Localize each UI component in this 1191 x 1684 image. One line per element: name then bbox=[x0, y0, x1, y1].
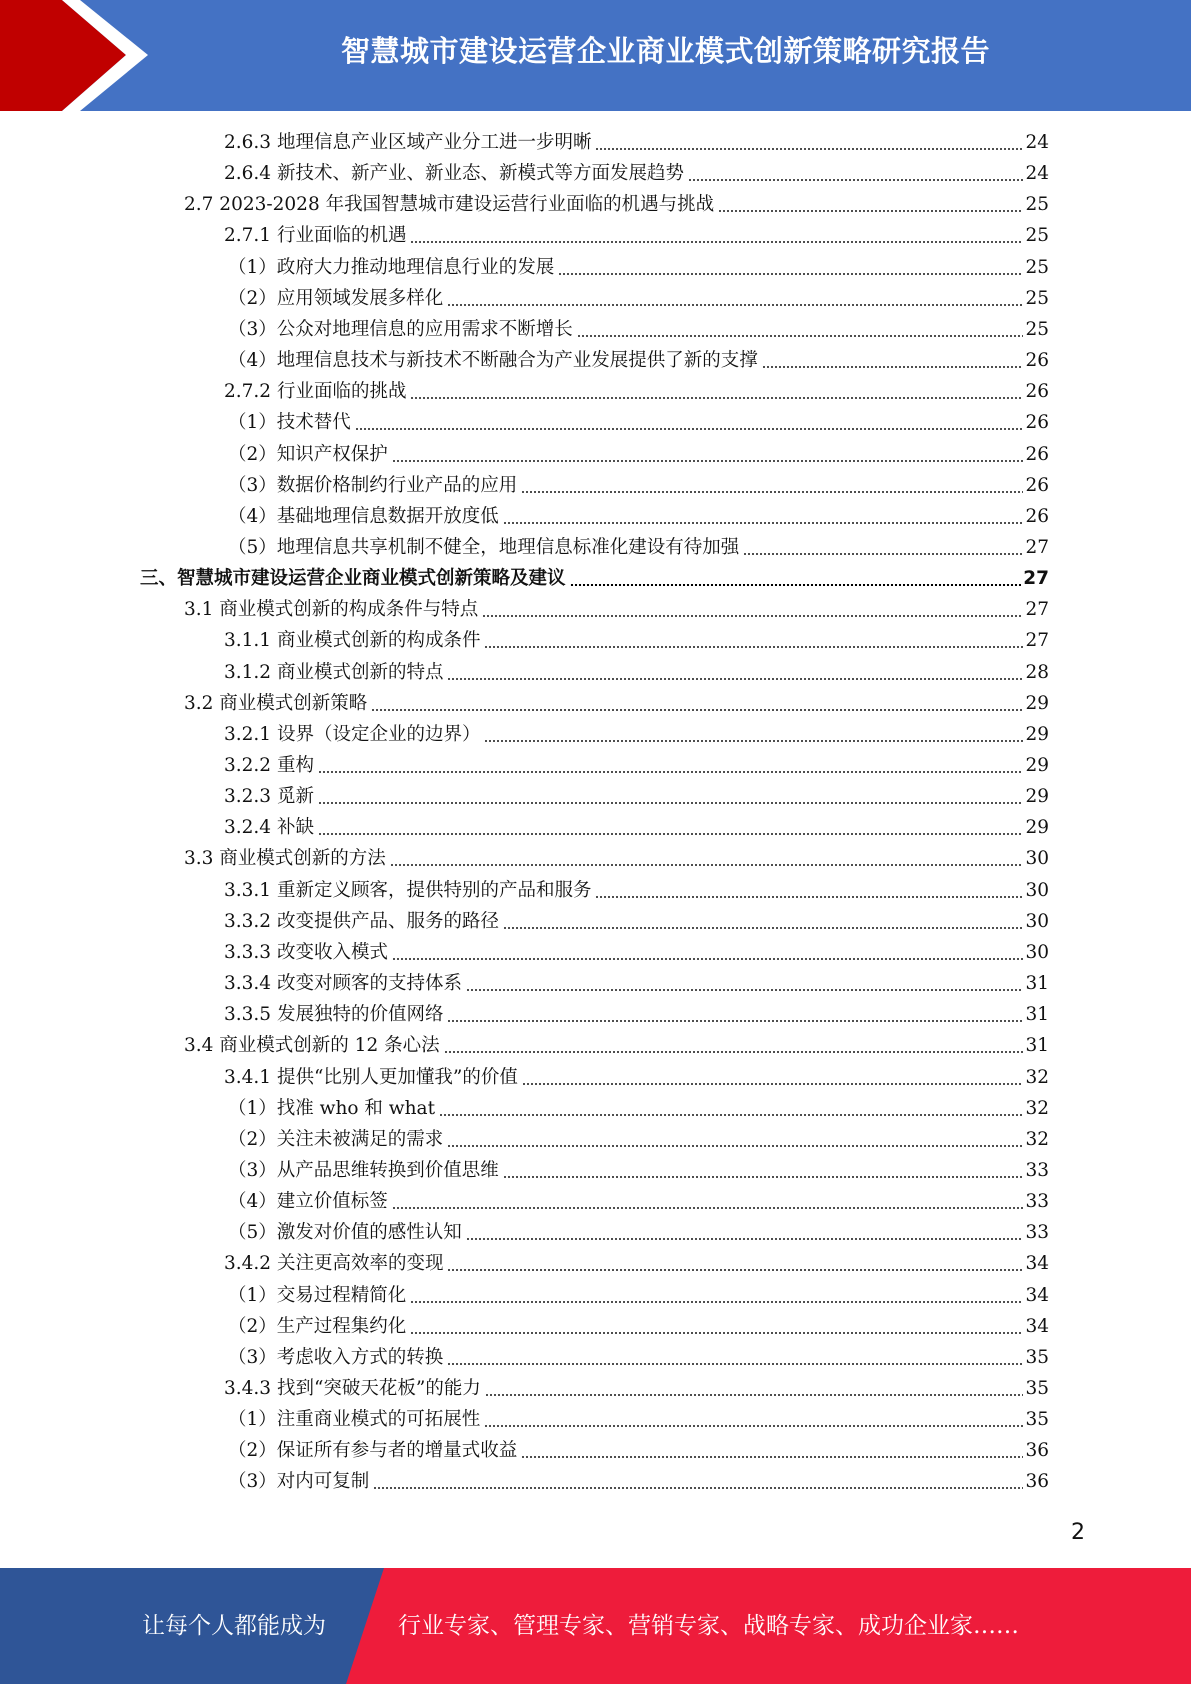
toc-entry[interactable] bbox=[224, 1062, 1049, 1093]
toc-entry-label: 3.3 商业模式创新的方法 bbox=[184, 848, 386, 870]
toc-entry[interactable] bbox=[228, 1155, 1049, 1186]
toc-entry-page: 30 bbox=[1025, 879, 1049, 901]
toc-leader-dots bbox=[484, 625, 1023, 656]
toc-leader-dots bbox=[466, 1217, 1024, 1248]
toc-entry-page: 27 bbox=[1025, 599, 1049, 621]
toc-entry-label: （3）从产品思维转换到价值思维 bbox=[228, 1159, 499, 1181]
toc-entry-label: （3）数据价格制约行业产品的应用 bbox=[228, 474, 518, 496]
toc-entry[interactable] bbox=[224, 625, 1049, 656]
toc-entry-page: 34 bbox=[1025, 1253, 1049, 1275]
toc-entry[interactable] bbox=[184, 843, 1049, 874]
toc-leader-dots bbox=[718, 189, 1023, 220]
toc-entry-page: 36 bbox=[1025, 1471, 1049, 1493]
toc-entry-label: 3.2.1 设界（设定企业的边界） bbox=[224, 723, 481, 745]
toc-entry-label: （4）建立价值标签 bbox=[228, 1191, 388, 1213]
toc-entry[interactable] bbox=[224, 750, 1049, 781]
toc-entry-page: 24 bbox=[1025, 132, 1049, 153]
toc-leader-dots bbox=[595, 875, 1023, 906]
page-number: 2 bbox=[1071, 1520, 1085, 1545]
toc-entry[interactable] bbox=[224, 937, 1049, 968]
toc-entry-label: （1）政府大力推动地理信息行业的发展 bbox=[228, 256, 555, 278]
toc-leader-dots bbox=[318, 750, 1024, 781]
toc-leader-dots bbox=[392, 1186, 1024, 1217]
page-footer bbox=[0, 1568, 1191, 1684]
toc-entry[interactable] bbox=[224, 719, 1049, 750]
toc-leader-dots bbox=[392, 937, 1023, 968]
toc-entry-label: 2.7.2 行业面临的挑战 bbox=[224, 381, 407, 403]
toc-entry-label: 3.3.5 发展独特的价值网络 bbox=[224, 1004, 444, 1026]
toc-entry[interactable] bbox=[228, 1217, 1049, 1248]
toc-entry-page: 24 bbox=[1025, 163, 1049, 185]
toc-entry-page: 35 bbox=[1025, 1346, 1049, 1368]
toc-leader-dots bbox=[410, 376, 1023, 407]
toc-entry[interactable] bbox=[228, 345, 1049, 376]
toc-entry[interactable] bbox=[228, 1124, 1049, 1155]
toc-entry-label: 3.1.2 商业模式创新的特点 bbox=[224, 661, 444, 683]
toc-leader-dots bbox=[503, 906, 1023, 937]
toc-entry[interactable] bbox=[224, 875, 1049, 906]
footer-slogan-right: 行业专家、管理专家、营销专家、战略专家、成功企业家…… bbox=[398, 1613, 1019, 1639]
toc-entry-label: （2）知识产权保护 bbox=[228, 443, 388, 465]
toc-leader-dots bbox=[595, 127, 1023, 158]
toc-entry-page: 35 bbox=[1025, 1409, 1049, 1431]
toc-entry-page: 26 bbox=[1025, 350, 1049, 372]
toc-entry[interactable] bbox=[228, 501, 1049, 532]
report-title: 智慧城市建设运营企业商业模式创新策略研究报告 bbox=[340, 34, 990, 68]
toc-entry-label: （3）对内可复制 bbox=[228, 1471, 370, 1493]
toc-entry-page: 30 bbox=[1025, 941, 1049, 963]
toc-entry-page: 31 bbox=[1025, 1004, 1049, 1026]
toc-entry-label: （2）保证所有参与者的增量式收益 bbox=[228, 1440, 518, 1462]
toc-entry[interactable] bbox=[140, 563, 1049, 594]
toc-entry[interactable] bbox=[224, 906, 1049, 937]
toc-leader-dots bbox=[410, 1280, 1023, 1311]
toc-entry-label: 3.2.4 补缺 bbox=[224, 817, 314, 839]
toc-entry-page: 33 bbox=[1025, 1191, 1049, 1213]
toc-leader-dots bbox=[485, 1373, 1024, 1404]
toc-leader-dots bbox=[318, 812, 1024, 843]
toc-entry[interactable] bbox=[184, 1030, 1049, 1061]
toc-entry-label: 3.4.2 关注更高效率的变现 bbox=[224, 1253, 444, 1275]
toc-entry-label: （5）地理信息共享机制不健全，地理信息标准化建设有待加强 bbox=[228, 536, 740, 558]
toc-entry-page: 31 bbox=[1025, 1035, 1049, 1057]
toc-entry-label: 3.2.2 重构 bbox=[224, 755, 314, 776]
toc-leader-dots bbox=[570, 563, 1022, 594]
footer-slogan-left: 让每个人都能成为 bbox=[142, 1613, 326, 1639]
toc-entry-label: 2.6.4 新技术、新产业、新业态、新模式等方面发展趋势 bbox=[224, 163, 684, 185]
toc-leader-dots bbox=[743, 532, 1023, 563]
toc-entry[interactable] bbox=[228, 1311, 1049, 1342]
toc-leader-dots bbox=[466, 968, 1023, 999]
toc-entry-label: （3）考虑收入方式的转换 bbox=[228, 1346, 444, 1368]
toc-leader-dots bbox=[688, 158, 1023, 189]
toc-entry[interactable] bbox=[224, 376, 1049, 407]
toc-entry[interactable] bbox=[228, 1186, 1049, 1217]
toc-entry-label: （1）技术替代 bbox=[228, 412, 351, 434]
toc-leader-dots bbox=[355, 407, 1024, 438]
toc-entry-page: 31 bbox=[1025, 973, 1049, 995]
toc-entry-label: 3.4 商业模式创新的 12 条心法 bbox=[184, 1035, 440, 1057]
toc-entry[interactable] bbox=[224, 781, 1049, 812]
toc-entry-label: 3.3.1 重新定义顾客，提供特别的产品和服务 bbox=[224, 879, 592, 901]
toc-entry[interactable] bbox=[228, 252, 1049, 283]
toc-leader-dots bbox=[447, 283, 1023, 314]
toc-leader-dots bbox=[392, 439, 1024, 470]
toc-entry[interactable] bbox=[224, 968, 1049, 999]
toc-entry-page: 32 bbox=[1025, 1097, 1049, 1119]
toc-leader-dots bbox=[522, 1062, 1024, 1093]
toc-entry-label: 三、智慧城市建设运营企业商业模式创新策略及建议 bbox=[140, 568, 566, 590]
toc-entry-label: 2.7 2023-2028 年我国智慧城市建设运营行业面临的机遇与挑战 bbox=[184, 194, 715, 216]
toc-entry-label: （2）生产过程集约化 bbox=[228, 1315, 407, 1337]
toc-leader-dots bbox=[558, 252, 1023, 283]
toc-leader-dots bbox=[447, 1248, 1023, 1279]
toc-entry[interactable] bbox=[228, 1404, 1049, 1435]
toc-entry-page: 30 bbox=[1025, 848, 1049, 870]
toc-leader-dots bbox=[521, 470, 1023, 501]
toc-entry-label: 3.4.1 提供“比别人更加懂我”的价值 bbox=[224, 1066, 518, 1088]
toc-entry[interactable] bbox=[228, 314, 1049, 345]
toc-entry-page: 35 bbox=[1025, 1378, 1049, 1399]
toc-entry-page: 25 bbox=[1025, 318, 1049, 340]
toc-entry[interactable] bbox=[228, 283, 1049, 314]
toc-entry-page: 25 bbox=[1025, 287, 1049, 309]
toc-leader-dots bbox=[410, 220, 1023, 251]
toc-entry-label: （2）应用领域发展多样化 bbox=[228, 287, 444, 309]
toc-entry-page: 29 bbox=[1025, 817, 1049, 839]
toc-leader-dots bbox=[444, 1030, 1024, 1061]
toc-leader-dots bbox=[318, 781, 1024, 812]
toc-entry[interactable] bbox=[224, 812, 1049, 843]
toc-leader-dots bbox=[482, 594, 1023, 625]
toc-entry-page: 26 bbox=[1025, 412, 1049, 434]
toc-entry-page: 28 bbox=[1025, 661, 1049, 683]
toc-entry-page: 32 bbox=[1025, 1128, 1049, 1150]
toc-entry[interactable] bbox=[224, 657, 1049, 688]
toc-entry[interactable] bbox=[224, 220, 1049, 251]
toc-entry-page: 36 bbox=[1025, 1440, 1049, 1462]
toc-entry-label: （4）地理信息技术与新技术不断融合为产业发展提供了新的支撑 bbox=[228, 350, 758, 372]
toc-leader-dots bbox=[410, 1311, 1023, 1342]
toc-entry-page: 29 bbox=[1025, 723, 1049, 745]
toc-entry-label: （2）关注未被满足的需求 bbox=[228, 1128, 444, 1150]
toc-entry-page: 33 bbox=[1025, 1222, 1049, 1244]
toc-entry-label: 3.2 商业模式创新策略 bbox=[184, 692, 368, 714]
toc-entry-label: 2.6.3 地理信息产业区域产业分工进一步明晰 bbox=[224, 132, 592, 153]
toc-leader-dots bbox=[503, 501, 1024, 532]
toc-leader-dots bbox=[447, 999, 1023, 1030]
toc-entry[interactable] bbox=[224, 1248, 1049, 1279]
toc-entry-label: （1）注重商业模式的可拓展性 bbox=[228, 1409, 481, 1431]
toc-entry-page: 29 bbox=[1025, 755, 1049, 776]
toc-entry[interactable] bbox=[224, 158, 1049, 189]
toc-entry-label: 3.3.3 改变收入模式 bbox=[224, 941, 388, 963]
toc-entry-page: 34 bbox=[1025, 1315, 1049, 1337]
toc-leader-dots bbox=[390, 843, 1024, 874]
toc-entry[interactable] bbox=[228, 1093, 1049, 1124]
toc-leader-dots bbox=[484, 1404, 1023, 1435]
toc-entry-page: 33 bbox=[1025, 1159, 1049, 1181]
toc-entry[interactable] bbox=[228, 439, 1049, 470]
toc-entry-label: 3.4.3 找到“突破天花板”的能力 bbox=[224, 1378, 481, 1399]
toc-entry-page: 25 bbox=[1025, 194, 1049, 216]
toc-leader-dots bbox=[439, 1093, 1023, 1124]
toc-entry-label: （1）找准 who 和 what bbox=[228, 1097, 436, 1119]
toc-leader-dots bbox=[484, 719, 1023, 750]
toc-leader-dots bbox=[371, 688, 1023, 719]
toc-entry[interactable] bbox=[184, 594, 1049, 625]
toc-entry-page: 26 bbox=[1025, 505, 1049, 527]
toc-entry[interactable] bbox=[228, 407, 1049, 438]
toc-leader-dots bbox=[762, 345, 1024, 376]
toc-leader-dots bbox=[503, 1155, 1024, 1186]
toc-entry-label: 3.1.1 商业模式创新的构成条件 bbox=[224, 630, 481, 652]
header-arrow-decoration bbox=[0, 0, 160, 111]
toc-entry-page: 32 bbox=[1025, 1066, 1049, 1088]
toc-leader-dots bbox=[447, 1124, 1023, 1155]
toc-entry-page: 25 bbox=[1025, 225, 1049, 247]
toc-entry[interactable] bbox=[224, 1373, 1049, 1404]
toc-entry-page: 27 bbox=[1025, 536, 1049, 558]
toc-entry[interactable] bbox=[184, 189, 1049, 220]
toc-entry[interactable] bbox=[228, 1435, 1049, 1466]
toc-entry[interactable] bbox=[228, 1280, 1049, 1311]
toc-entry-page: 25 bbox=[1025, 256, 1049, 278]
toc-entry-label: （3）公众对地理信息的应用需求不断增长 bbox=[228, 318, 573, 340]
toc-entry-page: 27 bbox=[1025, 630, 1049, 652]
toc-entry[interactable] bbox=[184, 688, 1049, 719]
toc-entry[interactable] bbox=[228, 532, 1049, 563]
toc-entry-page: 29 bbox=[1025, 692, 1049, 714]
toc-entry[interactable] bbox=[224, 999, 1049, 1030]
toc-entry-label: （1）交易过程精简化 bbox=[228, 1284, 407, 1306]
toc-entry-label: （5）激发对价值的感性认知 bbox=[228, 1222, 462, 1244]
toc-entry-label: 2.7.1 行业面临的机遇 bbox=[224, 225, 407, 247]
toc-entry[interactable] bbox=[228, 1466, 1049, 1497]
toc-entry-page: 27 bbox=[1023, 568, 1049, 590]
toc-entry-page: 26 bbox=[1025, 474, 1049, 496]
toc-entry-label: 3.1 商业模式创新的构成条件与特点 bbox=[184, 599, 479, 621]
toc-entry-page: 26 bbox=[1025, 381, 1049, 403]
toc-leader-dots bbox=[447, 1342, 1023, 1373]
toc-leader-dots bbox=[373, 1466, 1023, 1497]
toc-entry-page: 29 bbox=[1025, 786, 1049, 808]
toc-entry-label: 3.3.2 改变提供产品、服务的路径 bbox=[224, 910, 499, 932]
toc-entry[interactable] bbox=[224, 127, 1049, 158]
toc-entry[interactable] bbox=[228, 470, 1049, 501]
toc-entry-label: 3.3.4 改变对顾客的支持体系 bbox=[224, 973, 462, 995]
toc-leader-dots bbox=[521, 1435, 1023, 1466]
page-header bbox=[0, 0, 1191, 111]
toc-leader-dots bbox=[447, 657, 1023, 688]
toc-entry-label: 3.2.3 觅新 bbox=[224, 786, 314, 808]
toc-entry-page: 26 bbox=[1025, 443, 1049, 465]
toc-entry-page: 30 bbox=[1025, 910, 1049, 932]
toc-entry[interactable] bbox=[228, 1342, 1049, 1373]
toc-entry-label: （4）基础地理信息数据开放度低 bbox=[228, 505, 499, 527]
toc-entry-page: 34 bbox=[1025, 1284, 1049, 1306]
toc-leader-dots bbox=[577, 314, 1024, 345]
